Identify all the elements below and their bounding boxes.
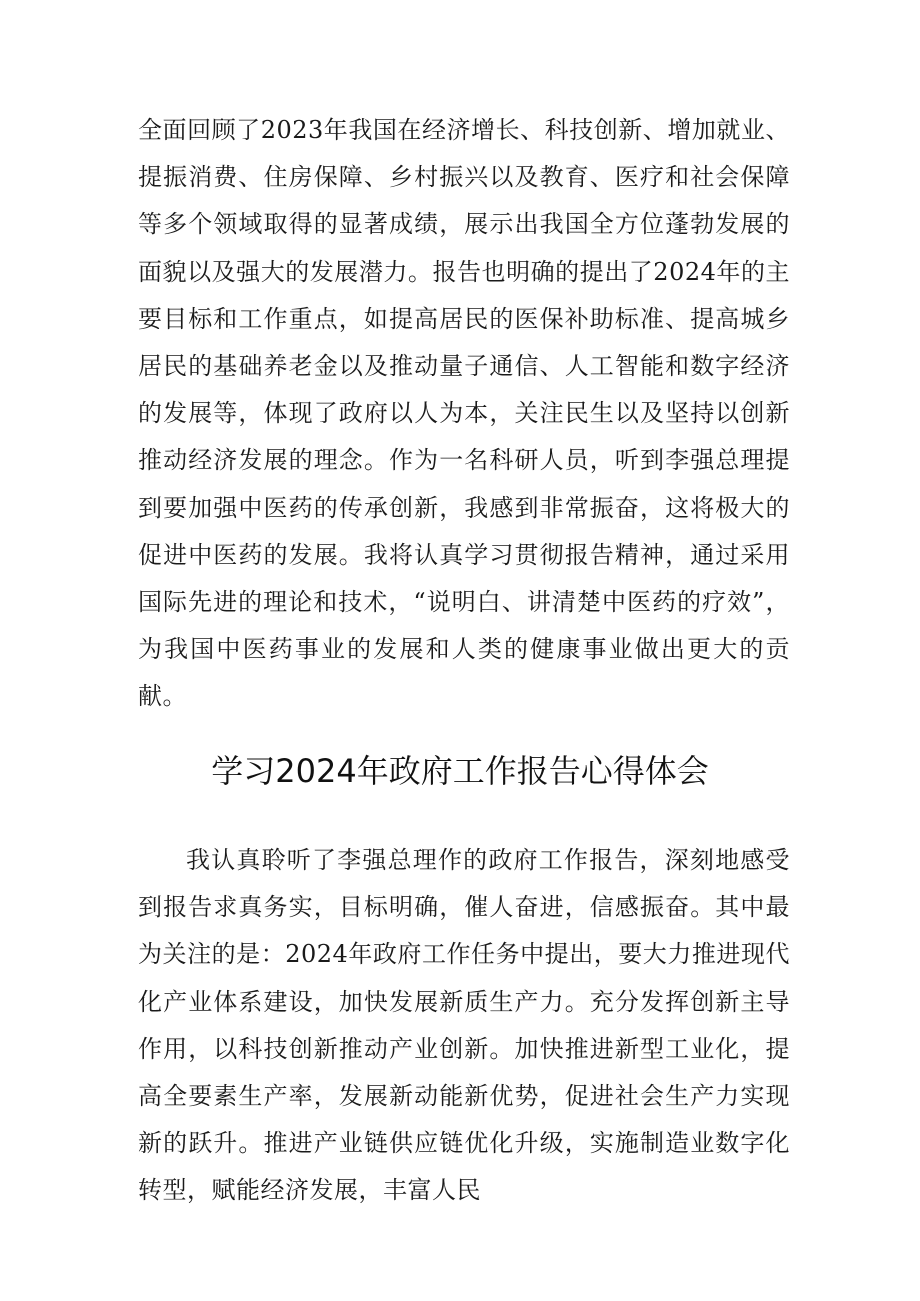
section-title: 学习2024年政府工作报告心得体会 xyxy=(211,752,709,790)
body-paragraph-2: 我认真聆听了李强总理作的政府工作报告，深刻地感受到报告求真务实，目标明确，催人奋进，信感振奋。其中最为关注的是：2024年政府工作任务中提出，要大力推进现代化产业体系建设，加快发展新质生产力。充分发挥创新主导作用，以科技创新推动产业创新。加快推进新型工业化，提高全要素生产率，发展新动能新优势，促进社会生产力实现新的跃升。推进产业链供应链优化升级，实施制造业数字化转型，赋能经济发展，丰富人民 xyxy=(138,846,790,1205)
body-paragraph-1: 全面回顾了2023年我国在经济增长、科技创新、增加就业、提振消费、住房保障、乡村振兴以及教育、医疗和社会保障等多个领域取得的显著成绩，展示出我国全方位蓬勃发展的面貌以及强大的发展潜力。报告也明确的提出了2024年的主要目标和工作重点，如提高居民的医保补助标准、提高城乡居民的基础养老金以及推动量子通信、人工智能和数字经济的发展等，体现了政府以人为本，关注民生以及坚持以创新推动经济发展的理念。作为一名科研人员，听到李强总理提到要加强中医药的传承创新，我感到非常振奋，这将极大的促进中医药的发展。我将认真学习贯彻报告精神，通过采用国际先进的理论和技术，“说明白、讲清楚中医药的疗效”，为我国中医药事业的发展和人类的健康事业做出更大的贡献。 xyxy=(138,116,790,711)
